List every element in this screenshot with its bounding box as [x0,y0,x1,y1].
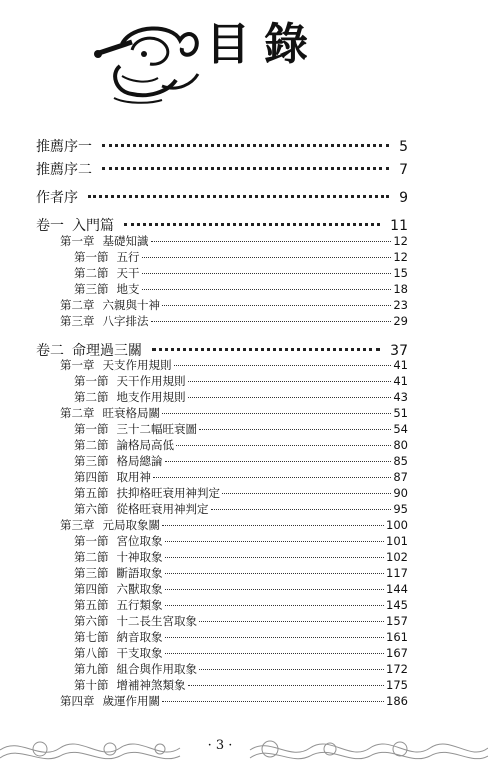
toc-entry-title: 天干 [116,266,140,280]
toc-entry-title: 十二長生宮取象 [116,614,197,628]
toc-entry-label: 第五節 [74,598,109,612]
toc-entry [74,645,408,661]
toc-entry-label: 第二節 [74,266,109,280]
toc-entry-title: 八字排法 [102,314,149,328]
toc-entry-title: 六親與十神 [102,298,160,312]
toc-entry-label: 第二節 [74,390,109,404]
toc-entry-title: 地支 [116,282,140,296]
toc-entry-page: 5 [399,139,408,155]
dot-leader [165,653,385,654]
toc-entry [74,453,408,469]
toc-entry [74,549,408,565]
page-title: 目錄 [206,19,322,70]
toc-entry-title: 斷語取象 [116,566,163,580]
toc-entry-page: 11 [390,218,408,234]
toc-entry-label: 第四節 [74,582,109,596]
dot-leader [124,223,380,226]
toc-entry-title: 天干作用規則 [116,374,186,388]
toc-entry [74,661,408,677]
toc-entry-page: 7 [399,162,408,178]
dot-leader [165,605,385,606]
toc-entry [74,469,408,485]
toc-entry-label: 第三節 [74,454,109,468]
footer-cloud-border [0,732,488,766]
toc-entry-page: 90 [393,486,408,500]
toc-entry [74,581,408,597]
toc-entry-title: 組合與作用取象 [116,662,197,676]
toc-entry-label: 第八節 [74,646,109,660]
dot-leader [188,397,392,398]
toc-entry [60,357,408,373]
dot-leader [142,257,392,258]
toc-entry [60,233,408,249]
toc-entry-label: 第七節 [74,630,109,644]
page-number: · 3 · [200,738,240,753]
toc-entry-title: 天支作用規則 [102,358,172,372]
toc-entry-title: 推薦序一 [36,139,92,155]
dot-leader [174,365,392,366]
toc-entry [60,313,408,329]
toc-entry-title: 六獸取象 [116,582,163,596]
toc-entry [74,421,408,437]
toc-entry-page: 101 [386,534,408,548]
toc-entry-label: 第十節 [74,678,109,692]
toc-entry-title: 地支作用規則 [116,390,186,404]
toc-entry-label: 第二章 [60,298,95,312]
toc-entry-title: 五行 [116,250,140,264]
dot-leader [165,541,385,542]
toc-entry-title: 取用神 [116,470,151,484]
dot-leader [142,289,392,290]
toc-entry [36,187,408,207]
toc-entry-title: 宮位取象 [116,534,163,548]
toc-entry-label: 第四章 [60,694,95,708]
toc-entry-label: 第三節 [74,282,109,296]
toc-entry-page: 87 [393,470,408,484]
toc-entry [74,677,408,693]
toc-entry-page: 100 [386,518,408,532]
toc-entry [74,389,408,405]
toc-entry-label: 第一節 [74,534,109,548]
toc-entry-title: 入門篇 [72,218,114,234]
toc-entry [60,297,408,313]
dot-leader [199,429,391,430]
toc-entry [36,159,408,179]
toc-entry-page: 102 [386,550,408,564]
toc-entry-page: 15 [393,266,408,280]
toc-entry [74,265,408,281]
toc-entry [74,565,408,581]
toc-entry-page: 12 [393,250,408,264]
toc-entry-title: 推薦序二 [36,162,92,178]
toc-entry-title: 增補神煞類象 [116,678,186,692]
dot-leader [162,305,391,306]
toc-entry-page: 157 [386,614,408,628]
toc-entry-title: 論格局高低 [116,438,174,452]
toc-entry-page: 95 [393,502,408,516]
toc-entry-label: 第一章 [60,358,95,372]
dot-leader [165,461,392,462]
toc-entry [74,533,408,549]
toc-entry [36,215,408,235]
toc-entry-page: 144 [386,582,408,596]
dot-leader [165,637,385,638]
toc-entry-page: 167 [386,646,408,660]
toc-entry-label: 第二節 [74,550,109,564]
toc-entry-page: 18 [393,282,408,296]
toc-entry [74,501,408,517]
dot-leader [165,557,385,558]
dot-leader [102,167,389,170]
toc-entry-title: 歲運作用關 [102,694,160,708]
toc-entry-label: 第二節 [74,438,109,452]
toc-entry-page: 23 [393,298,408,312]
toc-entry [74,613,408,629]
toc-entry-title: 基礎知識 [102,234,149,248]
toc-entry-page: 12 [393,234,408,248]
dot-leader [188,685,385,686]
toc-entry-page: 43 [393,390,408,404]
toc-entry-title: 元局取象關 [102,518,160,532]
toc-entry-title: 扶抑格旺衰用神判定 [116,486,220,500]
dot-leader [88,195,389,198]
toc-entry [60,405,408,421]
toc-entry-title: 三十二幅旺衰圖 [116,422,197,436]
toc-entry-label: 第五節 [74,486,109,500]
toc-entry-page: 51 [393,406,408,420]
toc-entry-title: 從格旺衰用神判定 [116,502,209,516]
toc-entry-page: 54 [393,422,408,436]
dot-leader [176,445,391,446]
toc-entry [74,485,408,501]
toc-entry [74,373,408,389]
toc-entry-title: 納音取象 [116,630,163,644]
toc-entry-label: 第三章 [60,314,95,328]
dot-leader [151,321,392,322]
toc-entry-page: 85 [393,454,408,468]
toc-entry-title: 命理過三關 [72,343,142,359]
dot-leader [151,241,392,242]
toc-entry [74,629,408,645]
toc-entry-title: 格局總論 [116,454,163,468]
toc-entry [60,517,408,533]
toc-entry-page: 41 [393,374,408,388]
toc-entry-page: 80 [393,438,408,452]
toc-entry-title: 作者序 [36,190,78,206]
dot-leader [222,493,391,494]
toc-entry [74,437,408,453]
dot-leader [162,525,384,526]
toc-entry-label: 第三節 [74,566,109,580]
toc-entry-page: 41 [393,358,408,372]
toc-entry-page: 175 [386,678,408,692]
toc-entry-label: 第三章 [60,518,95,532]
toc-entry [74,597,408,613]
toc-entry-label: 第九節 [74,662,109,676]
dot-leader [188,381,392,382]
dot-leader [199,621,384,622]
toc-entry-label: 卷二 [36,343,64,359]
toc-entry-page: 145 [386,598,408,612]
dot-leader [199,669,384,670]
toc-entry-title: 干支取象 [116,646,163,660]
dot-leader [152,348,380,351]
toc-entry-title: 十神取象 [116,550,163,564]
toc-entry-page: 186 [386,694,408,708]
dot-leader [162,701,384,702]
dot-leader [162,413,391,414]
dot-leader [165,589,385,590]
toc-entry [36,136,408,156]
toc-entry-page: 37 [390,343,408,359]
toc-entry-page: 9 [399,190,408,206]
toc-entry-page: 29 [393,314,408,328]
toc-entry-title: 五行類象 [116,598,163,612]
toc-entry-label: 第六節 [74,502,109,516]
toc-entry [74,249,408,265]
toc-entry [74,281,408,297]
toc-entry-label: 第四節 [74,470,109,484]
dot-leader [165,573,385,574]
toc-entry-label: 第一章 [60,234,95,248]
dot-leader [102,144,389,147]
toc-entry-label: 第二章 [60,406,95,420]
toc-entry-label: 第一節 [74,374,109,388]
toc-entry-label: 第一節 [74,422,109,436]
toc-entry-page: 172 [386,662,408,676]
toc-entry-label: 卷一 [36,218,64,234]
dot-leader [142,273,392,274]
toc-entry-page: 161 [386,630,408,644]
toc-entry-label: 第一節 [74,250,109,264]
toc-entry-label: 第六節 [74,614,109,628]
dot-leader [153,477,391,478]
toc-entry-title: 旺衰格局關 [102,406,160,420]
dot-leader [211,509,392,510]
toc-entry-page: 117 [386,566,408,580]
toc-entry [60,693,408,709]
